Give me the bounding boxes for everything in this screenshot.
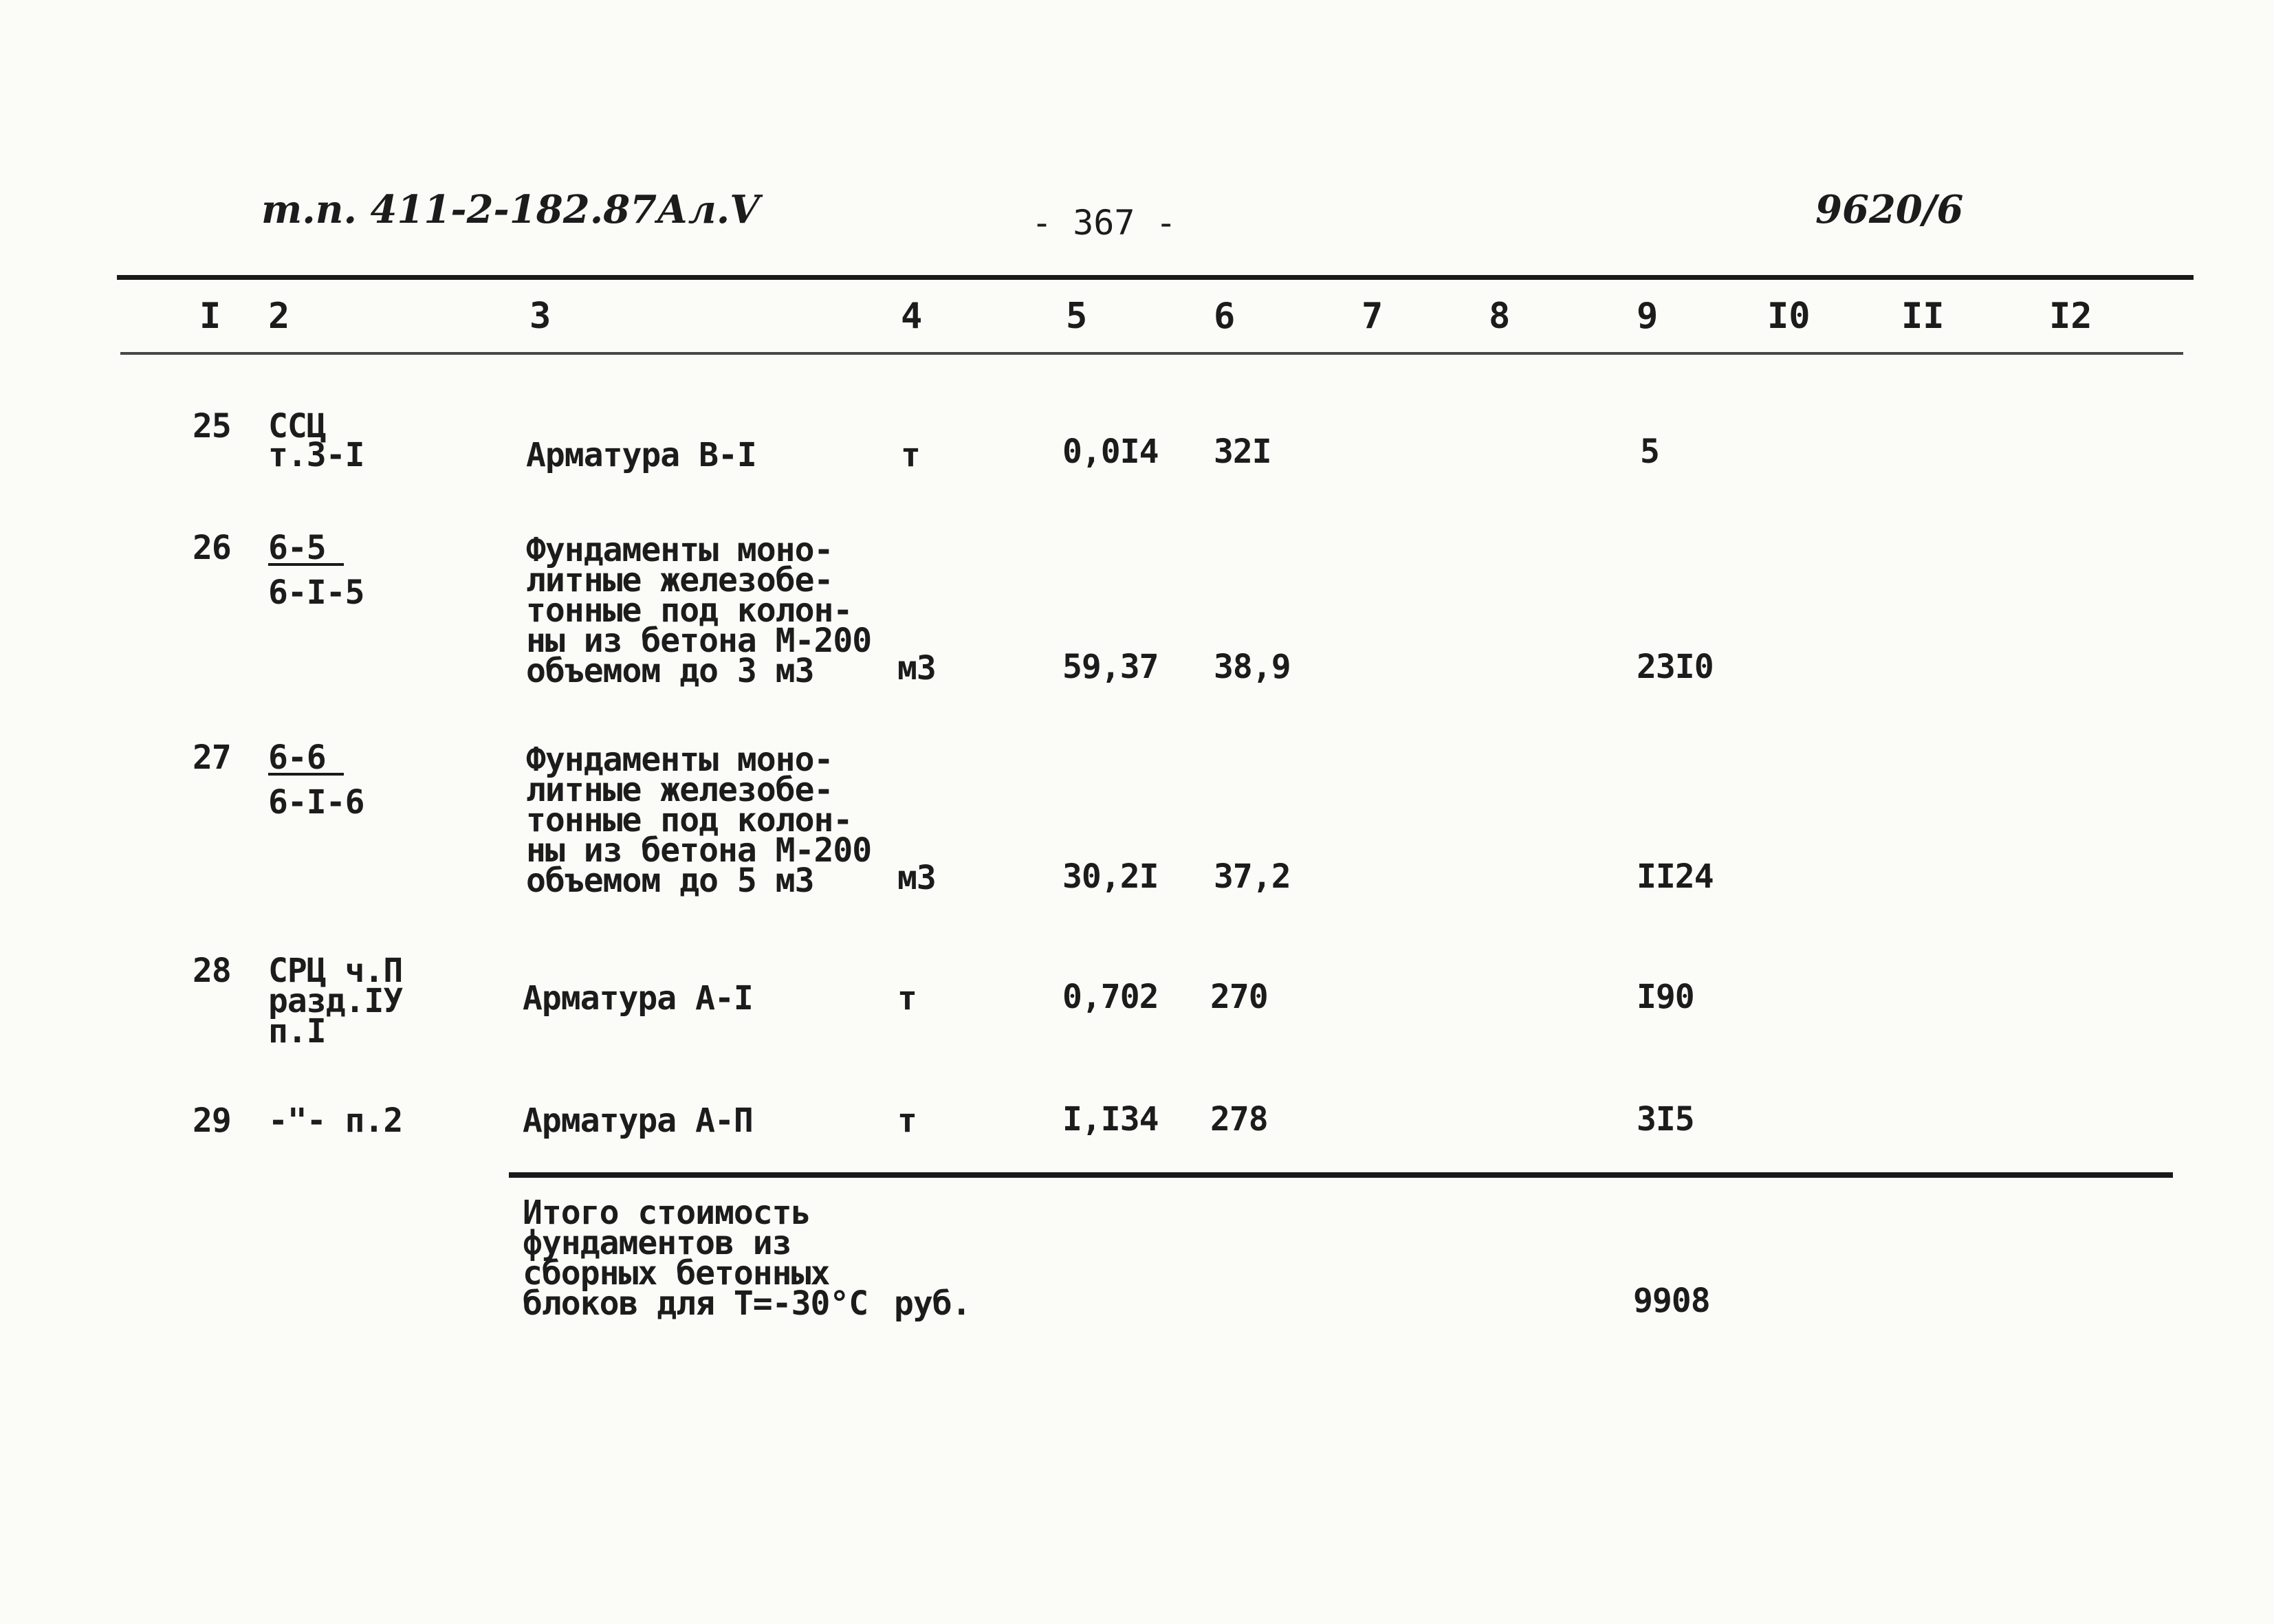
archive-number: 9620/6 [1815, 187, 1964, 232]
item-name: Арматура А-П [523, 1101, 753, 1140]
rate-code-numerator: 6-6 [268, 743, 344, 776]
item-name: Фундаменты моно- [526, 740, 833, 779]
summary-rule [509, 1172, 2173, 1178]
column-header: 8 [1489, 296, 1511, 337]
unit: т [897, 1101, 917, 1140]
unit-price: 32I [1214, 432, 1271, 471]
unit-price: 270 [1210, 978, 1268, 1016]
item-name: тонные под колон- [526, 591, 853, 630]
total-cost: 3I5 [1637, 1100, 1694, 1139]
item-name: ны из бетона М-200 [526, 622, 872, 660]
unit: т [901, 436, 920, 474]
quantity: 30,2I [1062, 857, 1159, 896]
summary-unit: руб. [894, 1284, 971, 1323]
top-rule [117, 275, 2194, 280]
column-header: 4 [901, 296, 923, 337]
column-header: I0 [1767, 296, 1811, 337]
summary-label: Итого стоимость [523, 1194, 811, 1232]
column-header: 5 [1066, 296, 1088, 337]
unit-price: 278 [1210, 1100, 1268, 1139]
row-number: 25 [193, 407, 231, 446]
rate-code [268, 738, 344, 777]
rate-code: СРЦ ч.П [268, 952, 403, 990]
column-header: 9 [1637, 296, 1659, 337]
row-number: 29 [193, 1101, 231, 1140]
column-header: 6 [1214, 296, 1236, 337]
rate-code-numerator: 6-5 [268, 533, 344, 566]
rate-code: -"- п.2 [268, 1101, 403, 1140]
rate-code: ССЦ [268, 407, 326, 446]
row-number: 27 [193, 738, 231, 777]
unit-price: 37,2 [1214, 857, 1291, 896]
column-header: 2 [268, 296, 290, 337]
rate-code [268, 529, 344, 567]
summary-label: фундаментов из [523, 1224, 791, 1262]
rate-code: 6-I-6 [268, 783, 364, 822]
total-cost: II24 [1637, 857, 1714, 896]
item-name: ны из бетона М-200 [526, 831, 872, 870]
quantity: 59,37 [1062, 648, 1159, 686]
rate-code: т.3-I [268, 436, 364, 474]
item-name: объемом до 3 м3 [526, 652, 814, 690]
rate-code: 6-I-5 [268, 573, 364, 612]
column-header: 7 [1362, 296, 1384, 337]
summary-label: блоков для Т=-30°С [523, 1284, 868, 1323]
quantity: 0,0I4 [1062, 432, 1159, 471]
column-header: I [199, 296, 221, 337]
item-name: литные железобе- [526, 561, 833, 600]
item-name: Фундаменты моно- [526, 531, 833, 569]
item-name: тонные под колон- [526, 801, 853, 840]
summary-label: сборных бетонных [523, 1254, 830, 1293]
project-code: т.п. 411-2-182.87Ал.V [261, 187, 760, 232]
unit: м3 [897, 649, 936, 688]
summary-total: 9908 [1633, 1282, 1710, 1320]
page-number: - 367 - [1031, 203, 1177, 243]
row-number: 26 [193, 529, 231, 567]
column-header: 3 [529, 296, 551, 337]
item-name: литные железобе- [526, 771, 833, 809]
rate-code: разд.IУ [268, 982, 403, 1020]
row-number: 28 [193, 952, 231, 990]
item-name: Арматура А-I [523, 979, 753, 1018]
item-name: Арматура В-I [526, 436, 756, 474]
unit: м3 [897, 859, 936, 897]
quantity: 0,702 [1062, 978, 1159, 1016]
quantity: I,I34 [1062, 1100, 1159, 1139]
total-cost: 5 [1640, 432, 1659, 471]
item-name: объемом до 5 м3 [526, 862, 814, 900]
column-header: I2 [2049, 296, 2092, 337]
rate-code: п.I [268, 1012, 326, 1051]
total-cost: 23I0 [1637, 648, 1714, 686]
unit-price: 38,9 [1214, 648, 1291, 686]
column-header: II [1901, 296, 1945, 337]
unit: т [897, 979, 917, 1018]
total-cost: I90 [1637, 978, 1694, 1016]
header-bottom-rule [120, 352, 2183, 355]
